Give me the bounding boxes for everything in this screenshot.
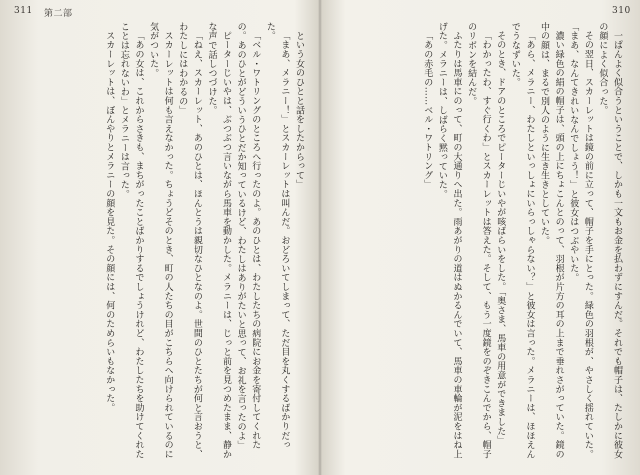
left-paragraph-6: スカーレットは何も言えなかった。ちょうどそのとき、町の人たちの目がこちらへ向けられているのに気がついた。 [148,22,173,459]
left-paragraph-7: 「あの女は、これからさきも、まちがったことばかりするでしょうけれど、わたしたちを助けてくれたことは忘れないわ」とメラニーは言った。 [118,22,144,459]
left-page-number: 311 [14,6,33,16]
right-paragraph-2: その翌日、スカーレットは鏡の前に立って、帽子を手にとった。緑色の羽根が、やさしく揺れていた。「まあ、なんてきれいなんでしょう！」と彼女はつぶやいた。 [568,22,593,459]
left-page-text [14,22,306,467]
right-paragraph-7: ふたりは馬車にのって、町の大通りへ出た。雨あがりの道はぬかるんでいて、馬車の車輪が泥をはね上げた。メラニーは、しばらく黙っていた。 [436,22,462,459]
left-paragraph-8: スカーレットは、ぼんやりとメラニーの顔を見た。その顔には、何のためらいもなかった。 [104,31,115,413]
left-running-head: 第二部 [44,9,73,19]
right-paragraph-1: 一ぱんよく似合うということで、しかも一文もお金を払わずにすんだ。それでも帽子は、たしかに彼女の顔によく似合った。 [597,22,622,459]
left-page [0,0,318,475]
right-paragraph-4: 「あら、メラニー、わたしといっしょにいらっしゃらない？」と彼女は言った。メラニーは、ほほえんでうなずいた。 [509,22,535,459]
right-page-text [332,22,624,467]
right-paragraph-5: そのとき、ドアのところでピーターじいやが咳ばらいをした。「奥さま、馬車の用意ができました」 [495,31,506,445]
left-paragraph-3: 「ベル・ワトリングのところへ行ったのよ。あのひとは、わたしたちの病院にお金を寄付してくれたの。あのひとがどういうひとだか知っているけど、わたしはありがたいと思って、お礼を言ったのよ」 [235,22,261,450]
left-paragraph-4: ピーターじいやは、ぶつぶつ言いながら馬車を動かした。メラニーは、じっと前を見つめたまま、静かな声で話しつづけた。 [206,22,232,459]
right-paragraph-3: 濃い緑色の絹の帽子は、頭の上にちょこんとのって、羽根が片方の耳の上まで垂れさがっていた。鏡の中の顔は、まるで別人のように生き生きとしていた。 [539,22,564,459]
right-page [322,0,640,475]
right-page-number: 310 [612,6,631,16]
left-paragraph-5: 「ねえ、スカーレット、あのひとは、ほんとうは親切なひとなのよ。世間のひとたちが何と言おうと、わたしにはわかるの」 [177,22,202,459]
left-paragraph-1: という女のひとと話をしたからって」 [294,31,304,190]
left-paragraph-2: 「まあ、メラニー！」とスカーレットは叫んだ。おどろいてしまって、ただ目を丸くするばかりだった。 [264,22,290,450]
right-paragraph-6: 「わかったわ、すぐ行くわ」とスカーレットは答えた。そして、もう一度鏡をのぞきこんでから、帽子のリボンを結んだ。 [466,22,491,459]
right-paragraph-8: 「あの赤毛の……ベル・ワトリング」 [422,31,433,190]
